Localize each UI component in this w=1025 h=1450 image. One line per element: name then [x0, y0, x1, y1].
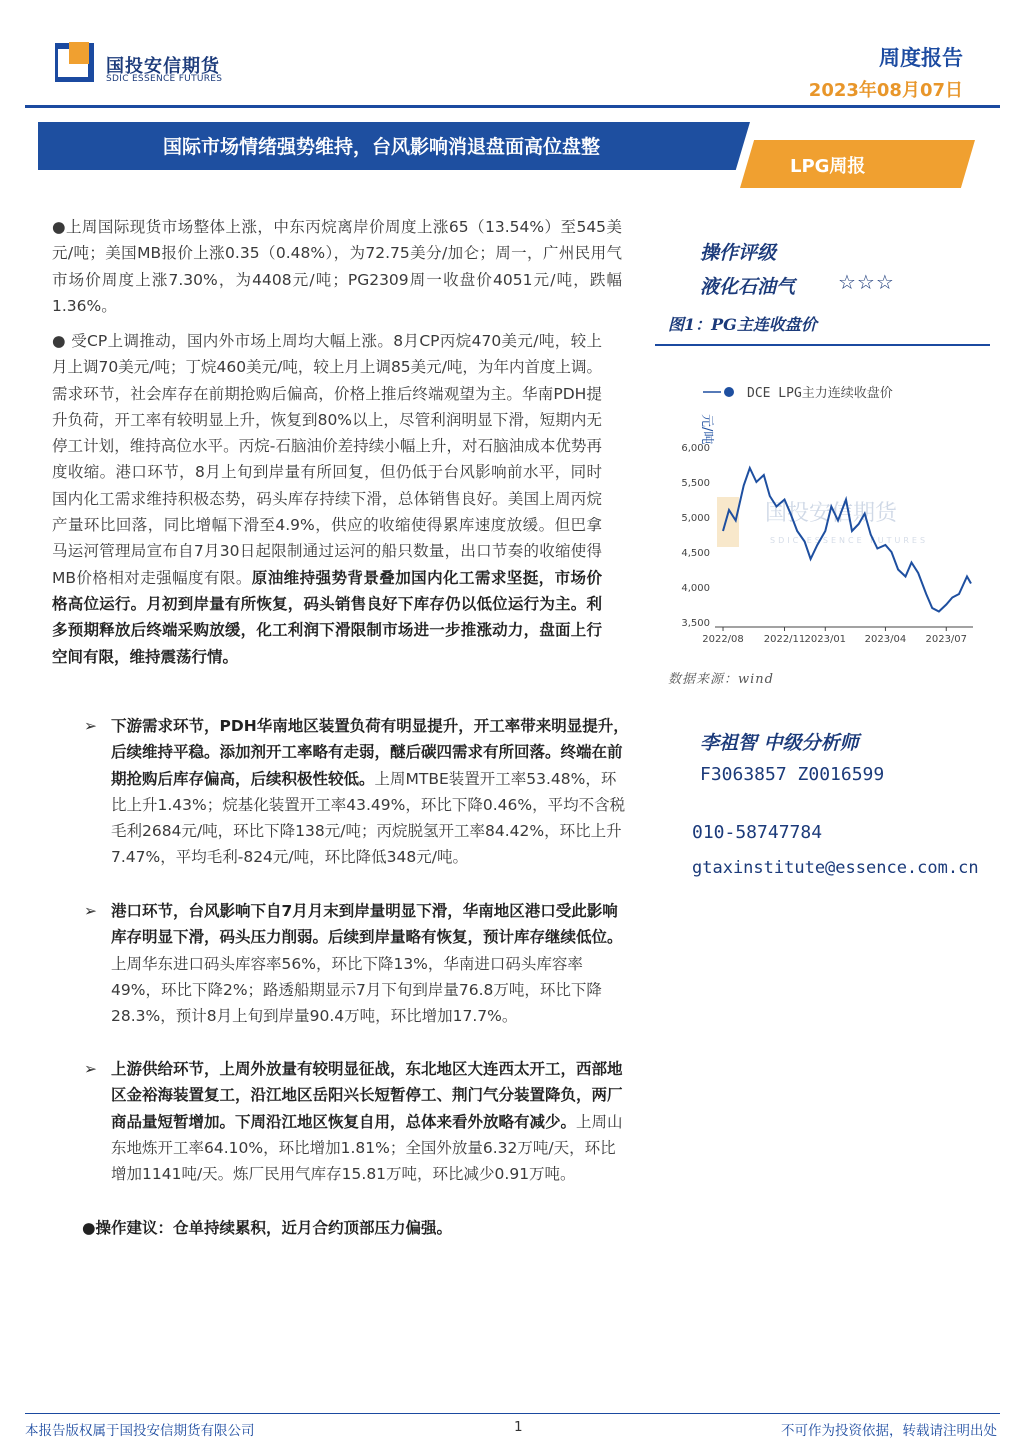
brand-name: 国投安信期货: [106, 56, 220, 77]
company-logo-icon: [55, 42, 99, 82]
figure-caption: 图1：PG主连收盘价: [668, 315, 817, 334]
footer-divider: [25, 1413, 1000, 1414]
rating-product: 液化石油气: [700, 276, 796, 298]
bullet-port-heading: 港口环节，台风影响下自7月月末到岸量明显下滑，华南地区港口受此影响库存明显下滑，码头压力削弱。后续到岸量略有恢复，预计库存继续低位。: [111, 902, 623, 947]
x-tick-label: 2023/07: [925, 634, 968, 645]
y-tick-label: 6,000: [681, 443, 710, 454]
footer-disclaimer: 不可作为投资依据，转载请注明出处: [781, 1423, 997, 1439]
arrow-bullet-icon: ➢: [84, 717, 97, 735]
report-date: 2023年08月07日: [808, 80, 963, 101]
y-tick-label: 4,000: [681, 583, 710, 594]
y-axis-unit: 元/吨: [699, 414, 714, 445]
x-tick-label: 2022/11: [763, 634, 806, 645]
page-number: 1: [514, 1419, 523, 1435]
bullet-demand: [84, 713, 629, 871]
bullet-demand-heading: 下游需求环节，PDH华南地区装置负荷有明显提升，开工率带来明显提升，后续维持平稳。添加剂开工率略有走弱，醚后碳四需求有所回落。终端在前期抢购后库存偏高，后续积极性较低。: [111, 717, 629, 788]
legend-label: DCE LPG主力连续收盘价: [747, 386, 893, 401]
analyst-name: 李祖智 中级分析师: [700, 732, 859, 754]
brand-name-english: SDIC ESSENCE FUTURES: [106, 74, 223, 84]
operation-advice: ●操作建议：仓单持续累积，近月合约顶部压力偏强。: [82, 1219, 453, 1237]
report-title: 国际市场情绪强势维持，台风影响消退盘面高位盘整: [163, 136, 601, 158]
arrow-bullet-icon: ➢: [84, 902, 97, 920]
analysis-text: ● 受CP上调推动，国内外市场上周均大幅上涨。8月CP丙烷470美元/吨，较上月上调70美元/吨；丁烷460美元/吨，较上月上调85美元/吨，为年内首度上调。需求环节，社会库存在前期抢购后偏高，价格上推后终端观望为主。华南PDH提升负荷，开工率有较明显上升，恢复到80%以上，尽管利润明显下滑，短期内无停工计划，维持高位水平。丙烷-石脑油价差持续小幅上升，对石脑油成本优势再度收缩。港口环节，8月上旬到岸量有所回复，但仍低于台风影响前水平，同时国内化工需求维持积极态势，码头库存持续下滑，总体销售良好。美国上周丙烷产量环比回落，同比增幅下滑至4.9%，供应的收缩使得累库速度放缓。但巴拿马运河管理局宣布自7月30日起限制通过运河的船只数量，出口节奏的收缩使得MB价格相对走强幅度有限。: [52, 332, 602, 587]
analyst-certificate: F3063857 Z0016599: [700, 764, 885, 785]
contact-email[interactable]: gtaxinstitute@essence.com.cn: [692, 858, 979, 878]
data-source: 数据来源：wind: [668, 672, 774, 687]
figure-divider: [655, 344, 990, 346]
bullet-port-detail: 上周华东进口码头库容率56%，环比下降13%，华南进口码头库容率49%，环比下降2%；路透船期显示7月下旬到岸量76.8万吨，环比下降28.3%，预计8月上旬到岸量90.4万吨，环比增加17.7%。: [111, 954, 602, 1026]
arrow-bullet-icon: ➢: [84, 1060, 97, 1078]
bullet-supply-detail: 上周山东地炼开工率64.10%，环比增加1.81%；全国外放量6.32万吨/天，环比增加1141吨/天。炼厂民用气库存15.81万吨，环比减少0.91万吨。: [111, 1112, 623, 1184]
x-tick-label: 2023/04: [864, 634, 907, 645]
rating-stars: ☆☆☆: [838, 270, 895, 294]
contact-phone: 010-58747784: [692, 822, 823, 843]
y-tick-label: 5,000: [681, 513, 710, 524]
price-chart: [655, 372, 995, 657]
footer-copyright: 本报告版权属于国投安信期货有限公司: [25, 1423, 255, 1439]
bullet-demand-detail: 上周MTBE装置开工率53.48%，环比上升1.43%；烷基化装置开工率43.49%，环比下降0.46%，平均不含税毛利2684元/吨，环比下降138元/吨；丙烷脱氢开工率84.42%，环比上升7.47%，平均毛利-824元/吨，环比降低348元/吨。: [111, 769, 626, 867]
legend-marker: [724, 387, 734, 397]
x-tick-label: 2022/08: [702, 634, 744, 645]
bullet-supply-heading: 上游供给环节，上周外放量有较明显征战，东北地区大连西太开工，西部地区金裕海装置复工，沿江地区岳阳兴长短暂停工、荆门气分装置降负，两厂商品量短暂增加。下周沿江地区恢复自用，总体来看外放略有减少。: [111, 1060, 623, 1131]
header-divider: [25, 105, 1000, 108]
rating-title: 操作评级: [700, 242, 777, 264]
bullet-port: [84, 898, 629, 1029]
report-type: 周度报告: [879, 46, 963, 70]
analysis-paragraph: [52, 328, 602, 670]
summary-paragraph: ●上周国际现货市场整体上涨，中东丙烷离岸价周度上涨65（13.54%）至545美元/吨；美国MB报价上涨0.35（0.48%），为72.75美分/加仑；周一，广州民用气市场价周度上涨7.30%，为4408元/吨；PG2309周一收盘价4051元/吨，跌幅1.36%。: [52, 218, 622, 315]
y-tick-label: 4,500: [681, 548, 710, 559]
report-tag: LPG周报: [790, 156, 866, 177]
chart-watermark: [717, 497, 928, 547]
y-tick-label: 5,500: [681, 478, 710, 489]
x-tick-label: 2023/01: [804, 634, 847, 645]
analysis-conclusion: 原油维持强势背景叠加国内化工需求坚挺，市场价格高位运行。月初到岸量有所恢复，码头销售良好下库存仍以低位运行为主。利多预期释放后终端采购放缓，化工利润下滑限制市场进一步推涨动力，盘面上行空间有限，维持震荡行情。: [52, 568, 602, 666]
y-tick-label: 3,500: [681, 618, 710, 629]
watermark-text: 国投安信期货: [765, 501, 898, 526]
watermark-subtext: SDIC ESSENCE FUTURES: [770, 536, 929, 545]
bullet-supply: [84, 1056, 629, 1187]
